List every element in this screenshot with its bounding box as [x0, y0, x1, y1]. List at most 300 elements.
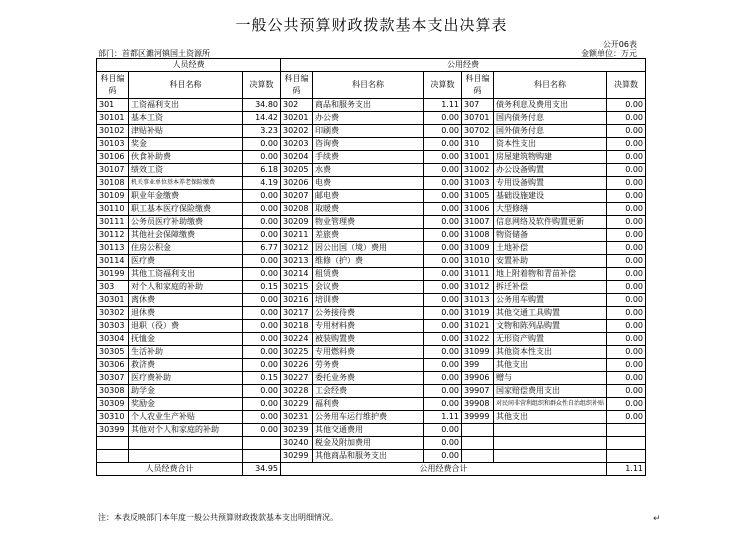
public-b-amount-cell — [607, 437, 646, 450]
table-row — [97, 385, 646, 398]
public-b-amount-cell: 0.00 — [607, 203, 646, 216]
public-code-cell: 30203 — [281, 138, 313, 151]
personnel-code-cell: 30110 — [97, 203, 129, 216]
public-amount-cell: 0.00 — [424, 164, 462, 177]
table-row — [97, 281, 646, 294]
personnel-name-cell: 津贴补贴 — [129, 125, 243, 138]
public-code-cell: 302 — [281, 99, 313, 112]
public-code-cell: 30231 — [281, 411, 313, 424]
department-label: 部门：首都区濉河镇国土资源所 — [98, 49, 210, 58]
public-b-code-cell — [462, 424, 494, 437]
total-personnel-amount: 34.95 — [243, 463, 281, 476]
public-b-amount-cell: 0.00 — [607, 99, 646, 112]
personnel-code-cell: 30305 — [97, 346, 129, 359]
public-name-cell: 被装购置费 — [313, 333, 424, 346]
public-code-cell: 30208 — [281, 203, 313, 216]
personnel-amount-cell: 6.18 — [243, 164, 281, 177]
public-b-amount-cell: 0.00 — [607, 229, 646, 242]
public-b-code-cell: 39999 — [462, 411, 494, 424]
col-header-amount: 决算数 — [607, 72, 646, 99]
personnel-code-cell: 30307 — [97, 372, 129, 385]
public-b-name-cell: 文物和陈列品购置 — [494, 320, 607, 333]
public-b-code-cell: 31003 — [462, 177, 494, 190]
public-code-cell: 30202 — [281, 125, 313, 138]
public-b-name-cell: 专用设备购置 — [494, 177, 607, 190]
personnel-name-cell: 退休费 — [129, 307, 243, 320]
public-code-cell: 30205 — [281, 164, 313, 177]
public-name-cell: 物业管理费 — [313, 216, 424, 229]
public-amount-cell: 0.00 — [424, 216, 462, 229]
public-name-cell: 差旅费 — [313, 229, 424, 242]
public-b-amount-cell: 0.00 — [607, 190, 646, 203]
personnel-code-cell — [97, 450, 129, 463]
personnel-amount-cell: 0.00 — [243, 255, 281, 268]
public-b-amount-cell — [607, 450, 646, 463]
public-name-cell: 取暖费 — [313, 203, 424, 216]
public-b-name-cell: 土地补偿 — [494, 242, 607, 255]
table-row — [97, 411, 646, 424]
table-row — [97, 164, 646, 177]
public-name-cell: 电费 — [313, 177, 424, 190]
public-b-amount-cell: 0.00 — [607, 281, 646, 294]
personnel-name-cell: 其他工资福利支出 — [129, 268, 243, 281]
personnel-amount-cell: 0.00 — [243, 333, 281, 346]
personnel-name-cell: 机关事业单位基本养老保险缴费 — [129, 177, 243, 190]
section-header-personnel: 人员经费 — [97, 59, 281, 72]
public-name-cell: 专用材料费 — [313, 320, 424, 333]
public-b-code-cell: 31022 — [462, 333, 494, 346]
public-b-amount-cell: 0.00 — [607, 177, 646, 190]
public-b-name-cell: 物资储备 — [494, 229, 607, 242]
public-amount-cell: 1.11 — [424, 411, 462, 424]
public-name-cell: 其他交通费用 — [313, 424, 424, 437]
public-b-code-cell: 31013 — [462, 294, 494, 307]
public-b-amount-cell: 0.00 — [607, 320, 646, 333]
table-row — [97, 99, 646, 112]
public-b-code-cell: 31001 — [462, 151, 494, 164]
personnel-code-cell: 30308 — [97, 385, 129, 398]
personnel-amount-cell: 0.00 — [243, 294, 281, 307]
table-row — [97, 346, 646, 359]
personnel-name-cell: 离休费 — [129, 294, 243, 307]
personnel-name-cell: 伙食补助费 — [129, 151, 243, 164]
public-code-cell: 30214 — [281, 268, 313, 281]
table-row — [97, 372, 646, 385]
public-b-amount-cell: 0.00 — [607, 242, 646, 255]
public-b-code-cell: 31007 — [462, 216, 494, 229]
personnel-code-cell: 30102 — [97, 125, 129, 138]
footnote: 注：本表反映部门本年度一般公共预算财政拨款基本支出明细情况。 — [98, 513, 338, 522]
personnel-amount-cell: 0.00 — [243, 138, 281, 151]
table-row — [97, 125, 646, 138]
table-row — [97, 424, 646, 437]
personnel-amount-cell: 0.00 — [243, 359, 281, 372]
personnel-name-cell: 助学金 — [129, 385, 243, 398]
public-b-name-cell: 基础设施建设 — [494, 190, 607, 203]
public-amount-cell: 0.00 — [424, 281, 462, 294]
table-row — [97, 112, 646, 125]
personnel-amount-cell: 0.00 — [243, 398, 281, 411]
personnel-code-cell: 301 — [97, 99, 129, 112]
public-name-cell: 水费 — [313, 164, 424, 177]
personnel-code-cell: 30399 — [97, 424, 129, 437]
public-amount-cell: 0.00 — [424, 437, 462, 450]
col-header-code: 科目编码 — [97, 72, 129, 99]
col-header-name: 科目名称 — [313, 72, 424, 99]
personnel-name-cell: 生活补助 — [129, 346, 243, 359]
public-b-name-cell: 债务利息及费用支出 — [494, 99, 607, 112]
personnel-code-cell: 30301 — [97, 294, 129, 307]
public-amount-cell: 0.00 — [424, 450, 462, 463]
public-b-amount-cell: 0.00 — [607, 372, 646, 385]
personnel-amount-cell — [243, 450, 281, 463]
public-b-code-cell: 39907 — [462, 385, 494, 398]
public-b-name-cell: 国家赔偿费用支出 — [494, 385, 607, 398]
table-row — [97, 190, 646, 203]
public-code-cell: 30213 — [281, 255, 313, 268]
col-header-code: 科目编码 — [281, 72, 313, 99]
section-header-public: 公用经费 — [281, 59, 646, 72]
personnel-code-cell: 30199 — [97, 268, 129, 281]
public-b-code-cell — [462, 450, 494, 463]
public-b-code-cell: 31010 — [462, 255, 494, 268]
personnel-amount-cell: 0.00 — [243, 385, 281, 398]
public-amount-cell: 0.00 — [424, 255, 462, 268]
table-row — [97, 450, 646, 463]
personnel-name-cell — [129, 437, 243, 450]
public-b-amount-cell: 0.00 — [607, 255, 646, 268]
public-name-cell: 劳务费 — [313, 359, 424, 372]
public-b-code-cell: 31011 — [462, 268, 494, 281]
personnel-amount-cell: 0.00 — [243, 346, 281, 359]
col-header-amount: 决算数 — [243, 72, 281, 99]
table-row — [97, 268, 646, 281]
personnel-code-cell: 30112 — [97, 229, 129, 242]
public-b-name-cell: 房屋建筑物购建 — [494, 151, 607, 164]
public-code-cell: 30299 — [281, 450, 313, 463]
personnel-name-cell: 工资福利支出 — [129, 99, 243, 112]
table-row — [97, 151, 646, 164]
col-header-code: 科目编码 — [462, 72, 494, 99]
public-code-cell: 30216 — [281, 294, 313, 307]
personnel-amount-cell: 0.00 — [243, 307, 281, 320]
public-amount-cell: 0.00 — [424, 268, 462, 281]
personnel-amount-cell: 0.00 — [243, 203, 281, 216]
table-row — [97, 437, 646, 450]
public-b-amount-cell: 0.00 — [607, 268, 646, 281]
public-b-amount-cell: 0.00 — [607, 411, 646, 424]
public-amount-cell: 0.00 — [424, 203, 462, 216]
personnel-code-cell: 30310 — [97, 411, 129, 424]
personnel-name-cell: 职业年金缴费 — [129, 190, 243, 203]
table-row — [97, 359, 646, 372]
public-b-name-cell: 其他资本性支出 — [494, 346, 607, 359]
public-b-name-cell: 其他交通工具购置 — [494, 307, 607, 320]
public-code-cell: 30211 — [281, 229, 313, 242]
public-amount-cell: 1.11 — [424, 99, 462, 112]
public-code-cell: 30229 — [281, 398, 313, 411]
table-row — [97, 242, 646, 255]
public-name-cell: 委托业务费 — [313, 372, 424, 385]
public-b-name-cell: 公务用车购置 — [494, 294, 607, 307]
public-b-amount-cell: 0.00 — [607, 346, 646, 359]
public-b-name-cell: 资本性支出 — [494, 138, 607, 151]
personnel-name-cell: 个人农业生产补贴 — [129, 411, 243, 424]
public-b-amount-cell: 0.00 — [607, 216, 646, 229]
public-b-name-cell — [494, 424, 607, 437]
personnel-name-cell: 奖励金 — [129, 398, 243, 411]
personnel-name-cell: 奖金 — [129, 138, 243, 151]
public-b-code-cell: 31019 — [462, 307, 494, 320]
public-code-cell: 30224 — [281, 333, 313, 346]
public-b-name-cell: 地上附着物和青苗补偿 — [494, 268, 607, 281]
public-code-cell: 30239 — [281, 424, 313, 437]
public-name-cell: 公务接待费 — [313, 307, 424, 320]
public-code-cell: 30201 — [281, 112, 313, 125]
personnel-amount-cell: 0.00 — [243, 229, 281, 242]
public-amount-cell: 0.00 — [424, 372, 462, 385]
personnel-amount-cell: 6.77 — [243, 242, 281, 255]
personnel-amount-cell: 0.00 — [243, 320, 281, 333]
personnel-code-cell: 30103 — [97, 138, 129, 151]
public-name-cell: 维修（护）费 — [313, 255, 424, 268]
public-amount-cell: 0.00 — [424, 359, 462, 372]
personnel-name-cell: 职工基本医疗保险缴费 — [129, 203, 243, 216]
public-amount-cell: 0.00 — [424, 242, 462, 255]
personnel-name-cell: 对个人和家庭的补助 — [129, 281, 243, 294]
public-name-cell: 因公出国（境）费用 — [313, 242, 424, 255]
public-b-code-cell: 39906 — [462, 372, 494, 385]
public-b-amount-cell: 0.00 — [607, 385, 646, 398]
public-name-cell: 手续费 — [313, 151, 424, 164]
public-code-cell: 30212 — [281, 242, 313, 255]
page-title: 一般公共预算财政拨款基本支出决算表 — [235, 16, 508, 34]
personnel-amount-cell: 14.42 — [243, 112, 281, 125]
public-b-name-cell: 国外债务付息 — [494, 125, 607, 138]
public-b-name-cell: 大型修缮 — [494, 203, 607, 216]
public-name-cell: 会议费 — [313, 281, 424, 294]
personnel-code-cell: 30101 — [97, 112, 129, 125]
public-b-name-cell: 无形资产购置 — [494, 333, 607, 346]
personnel-code-cell: 30108 — [97, 177, 129, 190]
table-row — [97, 255, 646, 268]
public-code-cell: 30225 — [281, 346, 313, 359]
personnel-amount-cell: 0.00 — [243, 190, 281, 203]
public-name-cell: 咨询费 — [313, 138, 424, 151]
personnel-code-cell: 30309 — [97, 398, 129, 411]
public-b-amount-cell: 0.00 — [607, 294, 646, 307]
public-amount-cell: 0.00 — [424, 320, 462, 333]
public-b-code-cell: 30702 — [462, 125, 494, 138]
public-b-code-cell: 31012 — [462, 281, 494, 294]
public-name-cell: 办公费 — [313, 112, 424, 125]
personnel-name-cell: 其他对个人和家庭的补助 — [129, 424, 243, 437]
personnel-amount-cell: 0.00 — [243, 411, 281, 424]
personnel-code-cell: 30107 — [97, 164, 129, 177]
total-public-amount: 1.11 — [607, 463, 646, 476]
public-code-cell: 30209 — [281, 216, 313, 229]
public-amount-cell: 0.00 — [424, 112, 462, 125]
public-b-code-cell: 31008 — [462, 229, 494, 242]
personnel-name-cell: 绩效工资 — [129, 164, 243, 177]
personnel-name-cell: 抚恤金 — [129, 333, 243, 346]
public-b-code-cell: 30701 — [462, 112, 494, 125]
personnel-name-cell: 退职（役）费 — [129, 320, 243, 333]
public-b-code-cell: 307 — [462, 99, 494, 112]
personnel-code-cell: 30113 — [97, 242, 129, 255]
public-code-cell: 30204 — [281, 151, 313, 164]
public-amount-cell: 0.00 — [424, 307, 462, 320]
personnel-code-cell: 30303 — [97, 320, 129, 333]
public-b-code-cell: 31021 — [462, 320, 494, 333]
public-name-cell: 租赁费 — [313, 268, 424, 281]
public-name-cell: 福利费 — [313, 398, 424, 411]
public-amount-cell: 0.00 — [424, 385, 462, 398]
personnel-name-cell: 其他社会保障缴费 — [129, 229, 243, 242]
personnel-name-cell: 基本工资 — [129, 112, 243, 125]
personnel-code-cell: 30304 — [97, 333, 129, 346]
public-b-amount-cell: 0.00 — [607, 112, 646, 125]
public-code-cell: 30218 — [281, 320, 313, 333]
public-code-cell: 30240 — [281, 437, 313, 450]
public-name-cell: 商品和服务支出 — [313, 99, 424, 112]
personnel-code-cell — [97, 437, 129, 450]
personnel-amount-cell: 0.00 — [243, 424, 281, 437]
expenditure-table — [96, 58, 646, 476]
public-name-cell: 公务用车运行维护费 — [313, 411, 424, 424]
table-row — [97, 333, 646, 346]
personnel-amount-cell — [243, 437, 281, 450]
table-row — [97, 320, 646, 333]
public-b-name-cell: 办公设备购置 — [494, 164, 607, 177]
personnel-amount-cell: 0.00 — [243, 151, 281, 164]
public-b-name-cell: 其他支出 — [494, 411, 607, 424]
public-b-code-cell: 31099 — [462, 346, 494, 359]
public-b-code-cell: 39908 — [462, 398, 494, 411]
public-b-amount-cell: 0.00 — [607, 138, 646, 151]
public-b-amount-cell: 0.00 — [607, 359, 646, 372]
personnel-amount-cell: 0.00 — [243, 268, 281, 281]
personnel-code-cell: 30302 — [97, 307, 129, 320]
public-b-code-cell: 399 — [462, 359, 494, 372]
public-b-amount-cell: 0.00 — [607, 125, 646, 138]
public-b-name-cell: 其他支出 — [494, 359, 607, 372]
personnel-name-cell: 救济费 — [129, 359, 243, 372]
return-mark: ↵ — [653, 514, 661, 524]
public-amount-cell: 0.00 — [424, 333, 462, 346]
public-name-cell: 印刷费 — [313, 125, 424, 138]
public-amount-cell: 0.00 — [424, 190, 462, 203]
public-b-code-cell: 31009 — [462, 242, 494, 255]
public-code-cell: 30206 — [281, 177, 313, 190]
public-code-cell: 30217 — [281, 307, 313, 320]
public-amount-cell: 0.00 — [424, 424, 462, 437]
personnel-amount-cell: 34.80 — [243, 99, 281, 112]
table-row — [97, 307, 646, 320]
personnel-name-cell — [129, 450, 243, 463]
personnel-code-cell: 30111 — [97, 216, 129, 229]
public-name-cell: 税金及附加费用 — [313, 437, 424, 450]
public-b-name-cell: 国内债务付息 — [494, 112, 607, 125]
public-b-name-cell: 安置补助 — [494, 255, 607, 268]
public-name-cell: 其他商品和服务支出 — [313, 450, 424, 463]
public-name-cell: 邮电费 — [313, 190, 424, 203]
personnel-name-cell: 公务员医疗补助缴费 — [129, 216, 243, 229]
table-row — [97, 398, 646, 411]
public-b-name-cell: 赠与 — [494, 372, 607, 385]
public-name-cell: 专用燃料费 — [313, 346, 424, 359]
public-b-code-cell: 31005 — [462, 190, 494, 203]
public-amount-cell: 0.00 — [424, 229, 462, 242]
personnel-amount-cell: 3.23 — [243, 125, 281, 138]
table-row — [97, 138, 646, 151]
public-name-cell: 工会经费 — [313, 385, 424, 398]
public-b-name-cell — [494, 437, 607, 450]
personnel-amount-cell: 0.15 — [243, 281, 281, 294]
public-b-amount-cell: 0.00 — [607, 333, 646, 346]
col-header-name: 科目名称 — [494, 72, 607, 99]
personnel-name-cell: 住房公积金 — [129, 242, 243, 255]
public-b-amount-cell — [607, 424, 646, 437]
public-name-cell: 培训费 — [313, 294, 424, 307]
personnel-code-cell: 30106 — [97, 151, 129, 164]
public-amount-cell: 0.00 — [424, 177, 462, 190]
personnel-name-cell: 医疗费 — [129, 255, 243, 268]
personnel-amount-cell: 4.19 — [243, 177, 281, 190]
public-amount-cell: 0.00 — [424, 151, 462, 164]
personnel-amount-cell: 0.00 — [243, 216, 281, 229]
public-amount-cell: 0.00 — [424, 138, 462, 151]
public-b-code-cell: 310 — [462, 138, 494, 151]
unit-label: 金额单位：万元 — [581, 49, 637, 58]
public-b-code-cell — [462, 437, 494, 450]
public-amount-cell: 0.00 — [424, 294, 462, 307]
public-b-code-cell: 31002 — [462, 164, 494, 177]
public-code-cell: 30207 — [281, 190, 313, 203]
table-row — [97, 203, 646, 216]
table-row — [97, 229, 646, 242]
public-code-cell: 30227 — [281, 372, 313, 385]
personnel-code-cell: 303 — [97, 281, 129, 294]
col-header-amount: 决算数 — [424, 72, 462, 99]
public-code-cell: 30215 — [281, 281, 313, 294]
total-personnel-label: 人员经费合计 — [97, 463, 243, 476]
public-b-name-cell — [494, 450, 607, 463]
public-code-cell: 30228 — [281, 385, 313, 398]
public-b-amount-cell: 0.00 — [607, 151, 646, 164]
public-amount-cell: 0.00 — [424, 125, 462, 138]
personnel-code-cell: 30109 — [97, 190, 129, 203]
col-header-name: 科目名称 — [129, 72, 243, 99]
personnel-code-cell: 30306 — [97, 359, 129, 372]
personnel-code-cell: 30114 — [97, 255, 129, 268]
public-code-cell: 30226 — [281, 359, 313, 372]
public-b-amount-cell: 0.00 — [607, 398, 646, 411]
public-b-name-cell: 信息网络及软件购置更新 — [494, 216, 607, 229]
table-row — [97, 294, 646, 307]
public-amount-cell: 0.00 — [424, 398, 462, 411]
public-b-amount-cell: 0.00 — [607, 307, 646, 320]
table-row — [97, 216, 646, 229]
table-row — [97, 177, 646, 190]
form-code: 公开06表 — [602, 40, 637, 49]
public-b-code-cell: 31006 — [462, 203, 494, 216]
public-b-name-cell: 拆迁补偿 — [494, 281, 607, 294]
public-b-amount-cell: 0.00 — [607, 164, 646, 177]
total-public-label: 公用经费合计 — [281, 463, 607, 476]
public-b-name-cell: 对民间非营利组织和群众性自治组织补贴 — [494, 398, 607, 411]
personnel-amount-cell: 0.15 — [243, 372, 281, 385]
